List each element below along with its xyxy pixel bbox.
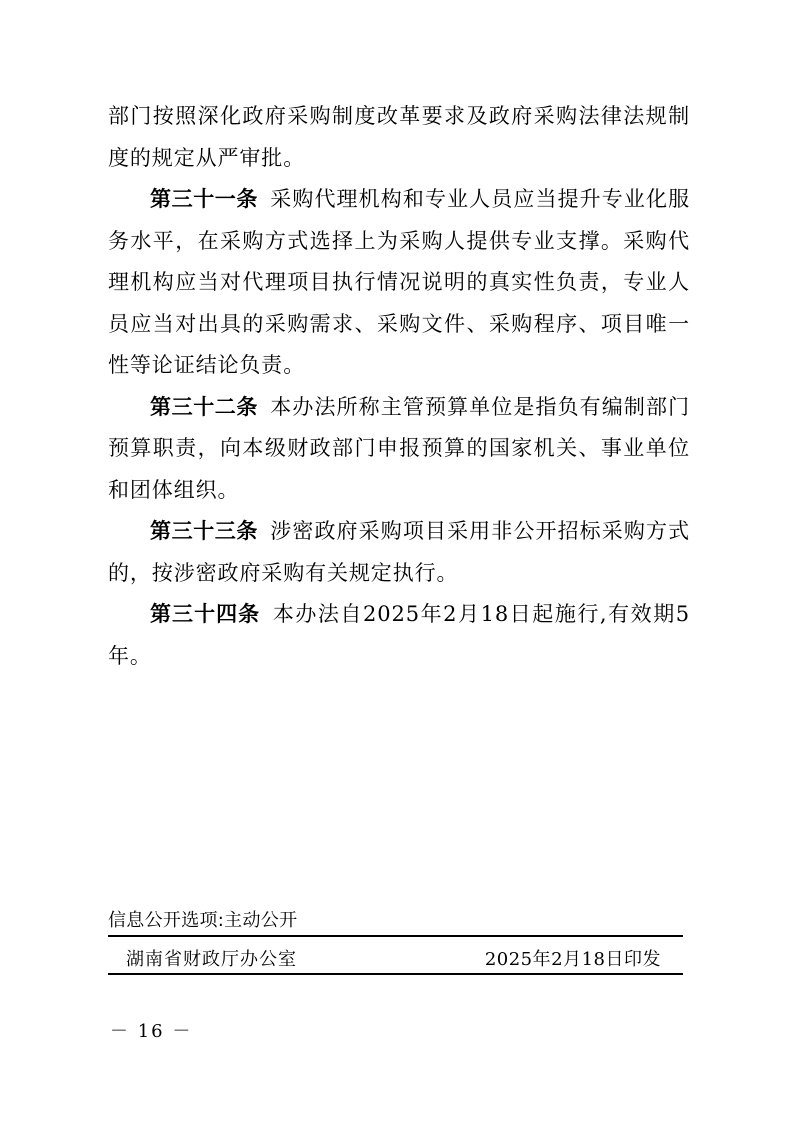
paragraph-continuation: [108, 96, 690, 179]
disclosure-option: 信息公开选项:主动公开: [108, 910, 298, 931]
article-text: 涉密政府采购项目采用非公开招标采购方式的，按涉密政府采购有关规定执行。: [108, 519, 691, 585]
issuing-office: 湖南省财政厅办公室: [126, 949, 297, 970]
article-text: 采购代理机构和专业人员应当提升专业化服务水平，在采购方式选择上为采购人提供专业支撑。采购代理机构应当对代理项目执行情况说明的真实性负责，专业人员应当对出具的采购需求、采购文件、采购程序、项目唯一性等论证结论负责。: [108, 187, 691, 377]
footer-rule-top: [108, 935, 683, 937]
article-text: 本办法自2025年2月18日起施行,有效期5年。: [108, 602, 690, 668]
article-number: 第三十一条: [150, 187, 259, 211]
article-33: [108, 511, 690, 594]
article-34: [108, 594, 690, 677]
page-number: － 16 －: [110, 1021, 193, 1042]
document-body: [108, 96, 690, 677]
article-31: [108, 179, 690, 387]
article-number: 第三十三条: [150, 519, 259, 543]
issue-date: 2025年2月18日印发: [484, 949, 661, 970]
article-32: [108, 387, 690, 512]
article-number: 第三十四条: [150, 602, 261, 626]
article-number: 第三十二条: [150, 394, 259, 419]
paragraph-text: 部门按照深化政府采购制度改革要求及政府采购法律法规制度的规定从严审批。: [108, 104, 690, 170]
footer-rule-bottom: [108, 973, 683, 975]
article-text: 本办法所称主管预算单位是指负有编制部门预算职责，向本级财政部门申报预算的国家机关、事业单位和团体组织。: [108, 394, 691, 502]
